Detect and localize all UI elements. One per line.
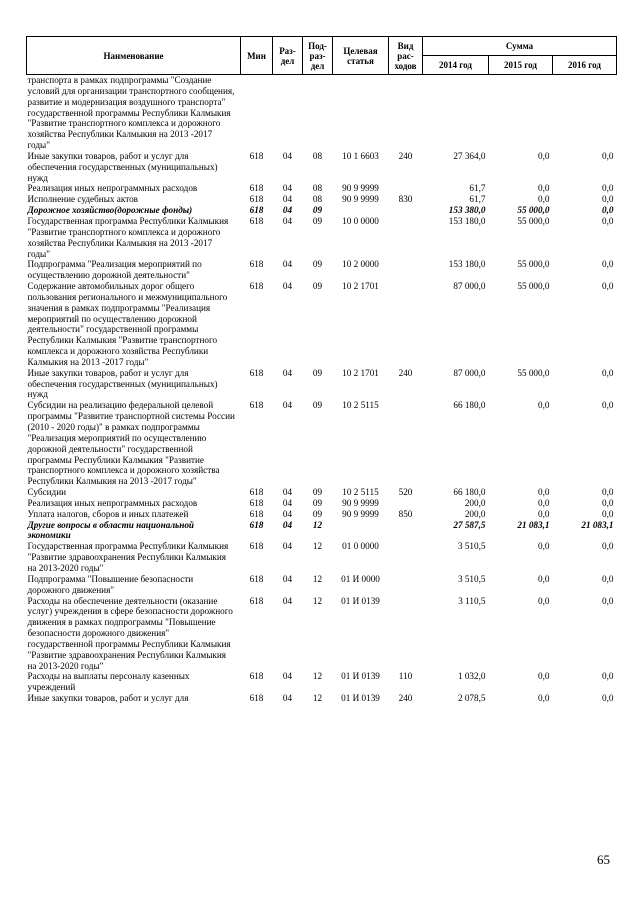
table-row: [27, 596, 617, 672]
cell-name: Дорожное хозяйство(дорожные фонды): [27, 205, 193, 216]
cell-expense-type: [389, 520, 423, 542]
cell-target-article: 10 0 0000: [342, 215, 379, 226]
cell-sum-2016: 0,0: [602, 541, 614, 552]
cell-subsection: 12: [312, 573, 323, 584]
table-body: [27, 75, 617, 704]
cell-target-article: 90 9 9999: [342, 508, 379, 519]
cell-sum-2016: 0,0: [602, 205, 614, 216]
cell-name: Реализация иных непрограммных расходов: [27, 183, 198, 194]
cell-sum-2014: 3 510,5: [457, 541, 486, 552]
cell-subsection: 08: [312, 150, 323, 161]
cell-expense-type: [389, 205, 423, 216]
cell-sum-2015: 55 000,0: [517, 367, 550, 378]
table-row: [27, 498, 617, 509]
table-row: [27, 520, 617, 542]
cell-ministry: [241, 75, 273, 151]
header-podrazdel: Под- раз- дел: [303, 37, 333, 75]
cell-sum-2014: 27 364,0: [453, 150, 486, 161]
cell-name: Иные закупки товаров, работ и услуг для: [27, 693, 189, 704]
header-name: Наименование: [27, 37, 241, 75]
budget-table: [26, 36, 617, 704]
cell-subsection: 09: [312, 508, 323, 519]
cell-sum-2016: 0,0: [602, 595, 614, 606]
cell-target-article: 90 9 9999: [342, 183, 379, 194]
cell-expense-type: [389, 183, 423, 194]
cell-expense-type: 850: [398, 508, 413, 519]
cell-subsection: [303, 75, 333, 151]
cell-sum-2014: 153 180,0: [448, 259, 486, 270]
cell-name: Государственная программа Республики Калмыкия "Развитие транспортного комплекса и дорожного хозяйства Республики Калмыкия на 2013 -2017 годы": [27, 215, 229, 259]
header-year-2015: 2015 год: [489, 56, 553, 75]
cell-sum-2016: 0,0: [602, 281, 614, 292]
cell-expense-type: [389, 259, 423, 281]
cell-sum-2015: 0,0: [538, 400, 550, 411]
cell-expense-type: [389, 596, 423, 672]
table-row: [27, 509, 617, 520]
header-year-2014: 2014 год: [423, 56, 489, 75]
cell-subsection: 12: [312, 595, 323, 606]
cell-expense-type: [389, 400, 423, 487]
cell-section: 04: [282, 487, 293, 498]
cell-name: Иные закупки товаров, работ и услуг для обеспечения государственных (муниципальных) нужд: [27, 150, 218, 183]
cell-expense-type: 520: [398, 487, 413, 498]
cell-sum-2015: 0,0: [538, 150, 550, 161]
cell-section: 04: [282, 541, 293, 552]
header-razdel: Раз- дел: [273, 37, 303, 75]
cell-section: 04: [282, 693, 293, 704]
cell-sum-2014: 200,0: [464, 508, 486, 519]
cell-sum-2016: 0,0: [602, 183, 614, 194]
cell-sum-2016: 0,0: [602, 508, 614, 519]
cell-target-article: 10 2 1701: [342, 281, 379, 292]
cell-sum-2014: 66 180,0: [453, 400, 486, 411]
cell-ministry: 618: [249, 259, 264, 270]
table-row: [27, 259, 617, 281]
cell-target-article: [333, 205, 389, 216]
cell-sum-2015: 0,0: [538, 693, 550, 704]
header-sum: Сумма: [423, 37, 617, 56]
table-row: [27, 574, 617, 596]
cell-expense-type: [389, 281, 423, 368]
cell-section: 04: [282, 205, 293, 216]
cell-sum-2015: 0,0: [538, 497, 550, 508]
cell-sum-2016: 0,0: [602, 367, 614, 378]
table-row: [27, 75, 617, 151]
cell-target-article: 10 2 1701: [342, 367, 379, 378]
cell-subsection: 12: [312, 693, 323, 704]
cell-sum-2016: [553, 75, 617, 151]
cell-ministry: 618: [249, 573, 264, 584]
cell-sum-2014: 66 180,0: [453, 487, 486, 498]
table-row: [27, 541, 617, 574]
cell-target-article: 10 2 0000: [342, 259, 379, 270]
cell-ministry: 618: [249, 183, 264, 194]
cell-section: 04: [282, 367, 293, 378]
cell-section: 04: [282, 183, 293, 194]
cell-sum-2016: 0,0: [602, 487, 614, 498]
cell-name: Субсидии на реализацию федеральной целевой программы "Развитие транспортной системы России (2010 - 2020 годы)" в рамках подпрограммы "Реализация мероприятий по осуществлению дорожной деятельности" государственной программы Республики Калмыкия "Развитие транспортного комплекса и дорожного хозяйства Республики Калмыкия на 2013 -2017 годы": [27, 400, 235, 487]
cell-subsection: 09: [312, 259, 323, 270]
cell-expense-type: [389, 541, 423, 574]
cell-target-article: 01 0 0000: [342, 541, 379, 552]
cell-sum-2015: 55 000,0: [517, 259, 550, 270]
cell-target-article: 10 2 5115: [342, 487, 379, 498]
cell-name: Исполнение судебных актов: [27, 194, 139, 205]
cell-section: 04: [282, 573, 293, 584]
cell-expense-type: [389, 75, 423, 151]
cell-ministry: 618: [249, 497, 264, 508]
cell-target-article: 01 И 0139: [341, 671, 380, 682]
cell-sum-2014: 27 587,5: [453, 519, 486, 530]
cell-subsection: 12: [312, 519, 323, 530]
cell-name: Расходы на обеспечение деятельности (оказание услуг) учреждения в сфере безопасности дорожного движения в рамках подпрограммы "Повышение безопасности дорожного движения" государственной программы Республики Калмыкия "Развитие здравоохранения Республики Калмыкия на 2013-2020 годы": [27, 595, 233, 671]
cell-ministry: 618: [249, 519, 264, 530]
cell-section: 04: [282, 519, 293, 530]
cell-target-article: 10 1 6603: [342, 150, 379, 161]
cell-sum-2014: 153 180,0: [448, 215, 486, 226]
cell-target-article: [333, 75, 389, 151]
cell-target-article: 01 И 0139: [341, 595, 380, 606]
cell-name: Иные закупки товаров, работ и услуг для обеспечения государственных (муниципальных) нужд: [27, 367, 218, 400]
cell-section: 04: [282, 671, 293, 682]
cell-section: 04: [282, 215, 293, 226]
cell-section: [273, 75, 303, 151]
cell-sum-2016: 0,0: [602, 194, 614, 205]
cell-sum-2015: 0,0: [538, 487, 550, 498]
cell-ministry: 618: [249, 693, 264, 704]
cell-subsection: 09: [312, 400, 323, 411]
cell-ministry: 618: [249, 400, 264, 411]
cell-ministry: 618: [249, 541, 264, 552]
cell-target-article: 01 И 0000: [341, 573, 380, 584]
cell-sum-2014: 2 078,5: [457, 693, 486, 704]
cell-subsection: 09: [312, 487, 323, 498]
cell-subsection: 12: [312, 671, 323, 682]
cell-sum-2015: 55 000,0: [517, 215, 550, 226]
cell-expense-type: 830: [398, 194, 413, 205]
cell-sum-2015: 0,0: [538, 508, 550, 519]
cell-expense-type: 110: [398, 671, 413, 682]
cell-sum-2015: 0,0: [538, 183, 550, 194]
cell-ministry: 618: [249, 508, 264, 519]
cell-section: 04: [282, 497, 293, 508]
cell-sum-2016: 0,0: [602, 671, 614, 682]
cell-sum-2015: 21 083,1: [517, 519, 550, 530]
cell-subsection: 09: [312, 497, 323, 508]
cell-sum-2015: 0,0: [538, 194, 550, 205]
header-expense-type: Вид рас- ходов: [389, 37, 423, 75]
cell-section: 04: [282, 595, 293, 606]
cell-target-article: [333, 520, 389, 542]
budget-document-page: [26, 36, 616, 704]
cell-sum-2016: 0,0: [602, 573, 614, 584]
cell-subsection: 09: [312, 205, 323, 216]
cell-name: транспорта в рамках подпрограммы "Создание условий для организации транспортного сообщения, развитие и модернизация воздушного транспорта" государственной программы Республики Калмыкия "Развитие транспортного комплекса и дорожного хозяйства Республики Калмыкия на 2013 -2017 годы": [27, 75, 235, 151]
cell-sum-2016: 0,0: [602, 693, 614, 704]
table-row: [27, 368, 617, 401]
cell-ministry: 618: [249, 595, 264, 606]
table-header: [27, 37, 617, 75]
cell-sum-2014: 200,0: [464, 497, 486, 508]
cell-sum-2014: 87 000,0: [453, 367, 486, 378]
cell-ministry: 618: [249, 671, 264, 682]
table-row: [27, 693, 617, 704]
table-row: [27, 281, 617, 368]
cell-sum-2015: 0,0: [538, 595, 550, 606]
cell-sum-2015: 0,0: [538, 573, 550, 584]
cell-target-article: 10 2 5115: [342, 400, 379, 411]
cell-ministry: 618: [249, 205, 264, 216]
cell-name: Подпрограмма "Реализация мероприятий по осуществлению дорожной деятельности": [27, 259, 202, 281]
cell-subsection: 12: [312, 541, 323, 552]
cell-sum-2015: 55 000,0: [517, 281, 550, 292]
cell-ministry: 618: [249, 150, 264, 161]
cell-target-article: 90 9 9999: [342, 194, 379, 205]
cell-subsection: 08: [312, 194, 323, 205]
table-row: [27, 216, 617, 259]
cell-ministry: 618: [249, 281, 264, 292]
cell-section: 04: [282, 194, 293, 205]
cell-section: 04: [282, 400, 293, 411]
header-year-2016: 2016 год: [553, 56, 617, 75]
page-number: 65: [597, 852, 610, 867]
cell-sum-2016: 0,0: [602, 215, 614, 226]
cell-sum-2014: 87 000,0: [453, 281, 486, 292]
table-row: [27, 487, 617, 498]
cell-expense-type: [389, 216, 423, 259]
cell-sum-2015: [489, 75, 553, 151]
cell-sum-2016: 0,0: [602, 259, 614, 270]
cell-subsection: 08: [312, 183, 323, 194]
header-min: Мин: [241, 37, 273, 75]
header-target-article: Целевая статья: [333, 37, 389, 75]
cell-expense-type: 240: [398, 150, 413, 161]
cell-section: 04: [282, 259, 293, 270]
cell-ministry: 618: [249, 487, 264, 498]
cell-expense-type: [389, 574, 423, 596]
cell-sum-2016: 0,0: [602, 150, 614, 161]
cell-name: Уплата налогов, сборов и иных платежей: [27, 508, 189, 519]
cell-subsection: 09: [312, 367, 323, 378]
cell-expense-type: 240: [398, 367, 413, 378]
cell-sum-2014: [423, 75, 489, 151]
cell-target-article: 90 9 9999: [342, 497, 379, 508]
cell-sum-2015: 0,0: [538, 541, 550, 552]
cell-subsection: 09: [312, 215, 323, 226]
cell-sum-2016: 21 083,1: [581, 519, 614, 530]
cell-name: Расходы на выплаты персоналу казенных учреждений: [27, 671, 190, 693]
cell-section: 04: [282, 150, 293, 161]
cell-ministry: 618: [249, 367, 264, 378]
cell-sum-2015: 0,0: [538, 671, 550, 682]
cell-name: Подпрограмма "Повышение безопасности дорожного движения": [27, 573, 194, 595]
cell-sum-2014: 61,7: [469, 194, 486, 205]
cell-expense-type: [389, 498, 423, 509]
cell-sum-2014: 153 380,0: [448, 205, 486, 216]
cell-subsection: 09: [312, 281, 323, 292]
cell-name: Государственная программа Республики Калмыкия "Развитие здравоохранения Республики Калмыкия на 2013-2020 годы": [27, 541, 229, 573]
cell-ministry: 618: [249, 194, 264, 205]
table-row: [27, 400, 617, 487]
table-row: [27, 183, 617, 194]
cell-expense-type: 240: [398, 693, 413, 704]
cell-sum-2014: 3 110,5: [458, 595, 486, 606]
cell-sum-2016: 0,0: [602, 497, 614, 508]
cell-name: Содержание автомобильных дорог общего пользования регионального и межмуниципального значения в рамках подпрограммы "Реализация мероприятий по осуществлению дорожной деятельности" государственной программы Республики Калмыкия "Развитие транспортного комплекса и дорожного хозяйства Республики Калмыкия на 2013 -2017 годы": [27, 281, 228, 367]
table-row: [27, 151, 617, 184]
cell-sum-2014: 1 032,0: [457, 671, 486, 682]
cell-sum-2015: 55 000,0: [517, 205, 550, 216]
cell-target-article: 01 И 0139: [341, 693, 380, 704]
table-row: [27, 205, 617, 216]
table-row: [27, 671, 617, 693]
cell-ministry: 618: [249, 215, 264, 226]
cell-sum-2014: 3 510,5: [457, 573, 486, 584]
cell-sum-2016: 0,0: [602, 400, 614, 411]
cell-sum-2014: 61,7: [469, 183, 486, 194]
cell-name: Субсидии: [27, 487, 67, 498]
cell-section: 04: [282, 281, 293, 292]
cell-section: 04: [282, 508, 293, 519]
cell-name: Реализация иных непрограммных расходов: [27, 497, 198, 508]
cell-name: Другие вопросы в области национальной экономики: [27, 519, 195, 541]
table-row: [27, 194, 617, 205]
